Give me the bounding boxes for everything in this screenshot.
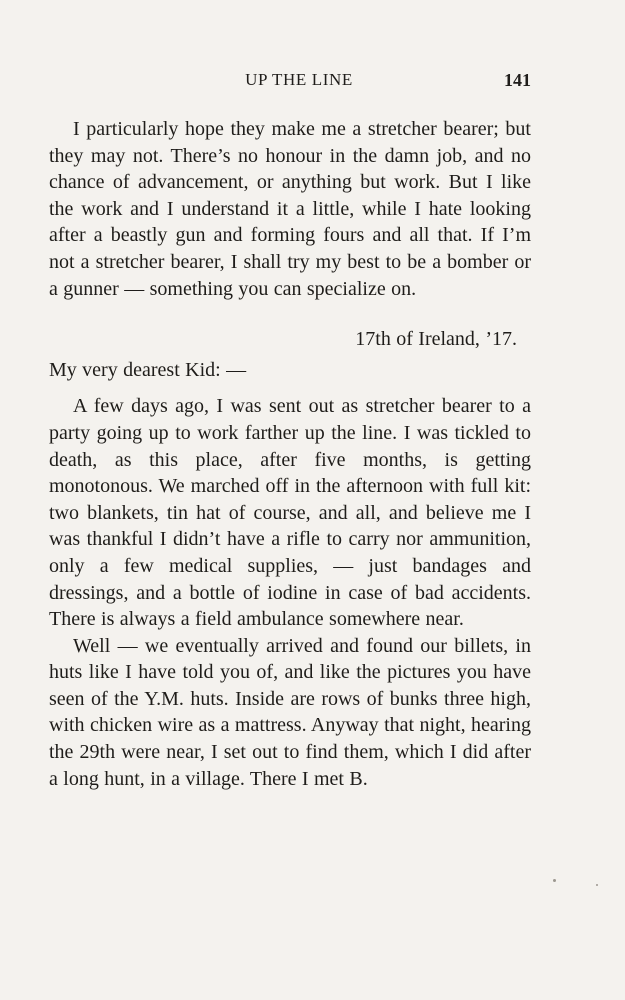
paragraph-1: I particularly hope they make me a stretcher bearer; but they may not. There’s no honour in the damn job, and no chance of advancement, or anything but work. But I like the work and I understand it a little, while I hate looking after a beastly gun and forming fours and all that. If I’m not a stretcher bearer, I shall try my best to be a bomber or a gunner — something you can specialize on. [49,118,531,300]
page-number: 141 [504,70,531,90]
letter-salutation: My very dearest Kid: — [49,358,247,381]
paragraph-2: A few days ago, I was sent out as stretcher bearer to a party going up to work farther up the line. I was tickled to death, as this place, after five months, is getting monotonous. We marched off in the afternoon with full kit: two blankets, tin hat of course, and all, and believe me I was thankful I didn’t have a rifle to carry nor ammunition, only a few medical supplies, — just bandages and dressings, and a bottle of iodine in case of bad accidents. There is always a field ambulance somewhere near. [49,395,531,631]
paper-speck [553,879,556,882]
body-text [49,116,531,792]
paragraph-3: Well — we eventually arrived and found our billets, in huts like I have told you of, and like the pictures you have seen of the Y.M. huts. Inside are rows of bunks three high, with chicken wire as a mattress. Anyway that night, hearing the 29th were near, I set out to find them, which I did after a long hunt, in a village. There I met B. [49,634,531,790]
running-title: UP THE LINE [245,70,353,89]
letter-dateline: 17th of Ireland, ’17. [355,328,517,351]
running-head [49,70,531,98]
paper-speck [596,884,598,886]
